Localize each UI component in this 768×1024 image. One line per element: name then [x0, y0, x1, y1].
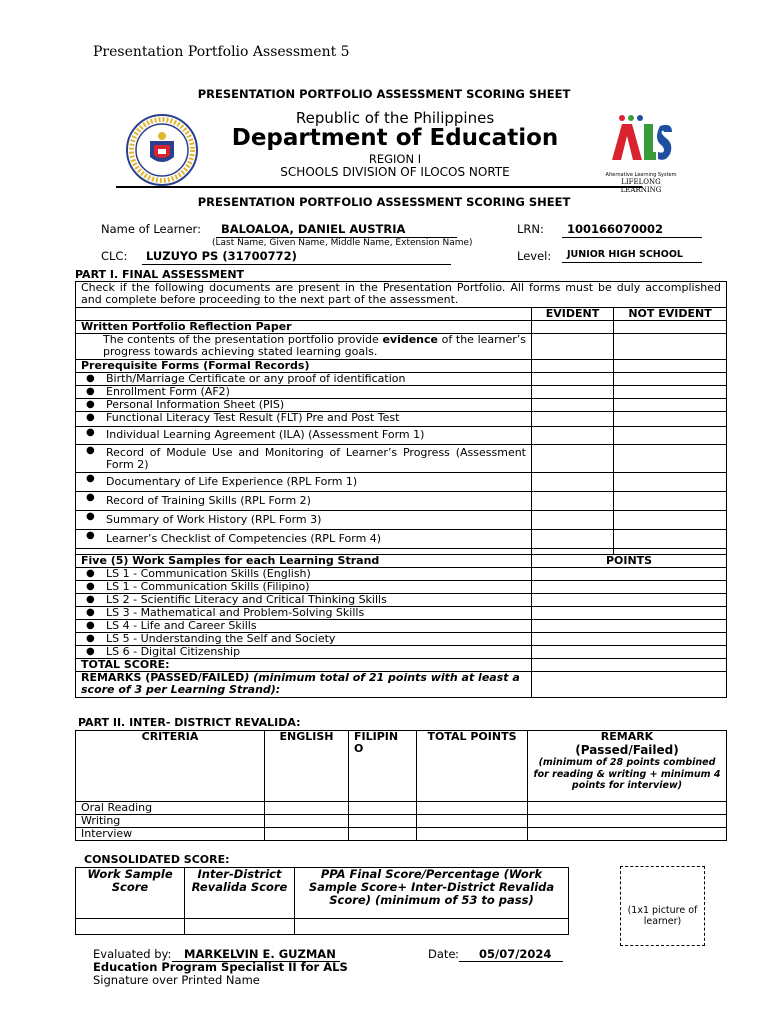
- total-score-label: TOTAL SCORE:: [76, 659, 532, 672]
- strand-item: ● LS 6 - Digital Citizenship: [76, 646, 532, 659]
- remarks-label: [76, 672, 532, 698]
- als-logo-tagline: LIFELONG LEARNING: [620, 178, 662, 194]
- score-cell[interactable]: [349, 828, 417, 841]
- lrn-value: 100166070002: [562, 222, 702, 238]
- points-cell[interactable]: [532, 607, 727, 620]
- not-evident-checkbox-cell[interactable]: [614, 373, 727, 386]
- not-evident-checkbox-cell[interactable]: [614, 399, 727, 412]
- score-cell[interactable]: [295, 919, 569, 935]
- score-cell[interactable]: [349, 815, 417, 828]
- prereq-item: ● Personal Information Sheet (PIS): [76, 399, 532, 412]
- remarks-criteria-text: ) (minimum total of 21 points with at least a score of 3 per Learning Strand):: [81, 671, 520, 696]
- not-evident-checkbox-cell[interactable]: [614, 321, 727, 334]
- col-points: POINTS: [532, 555, 727, 568]
- letterhead-region: REGION I: [368, 152, 422, 166]
- signature-label: Signature over Printed Name: [93, 973, 260, 987]
- written-portfolio-title: Written Portfolio Reflection Paper: [76, 321, 532, 334]
- running-header: Presentation Portfolio Assessment 5: [93, 44, 350, 60]
- deped-seal-logo: [125, 113, 199, 187]
- final-assessment-table: [75, 281, 727, 698]
- letterhead-division: SCHOOLS DIVISION OF ILOCOS NORTE: [280, 165, 510, 179]
- learner-photo-placeholder: (1x1 picture of learner): [620, 866, 705, 946]
- level-label: Level:: [517, 249, 552, 263]
- part1-instruction: Check if the following documents are present in the Presentation Portfolio. All forms must be duly accomplished and complete before proceeding to the next part of the assessment.: [76, 282, 727, 308]
- score-cell[interactable]: [265, 828, 349, 841]
- header-divider: [116, 186, 642, 188]
- points-cell[interactable]: [532, 620, 727, 633]
- score-cell[interactable]: [417, 815, 528, 828]
- not-evident-checkbox-cell[interactable]: [614, 386, 727, 399]
- als-logo: [600, 114, 682, 194]
- points-cell[interactable]: [532, 646, 727, 659]
- evident-checkbox-cell[interactable]: [532, 386, 614, 399]
- evident-checkbox-cell[interactable]: [532, 445, 614, 473]
- score-cell[interactable]: [417, 828, 528, 841]
- evident-checkbox-cell[interactable]: [532, 427, 614, 445]
- name-value: BALOALOA, DANIEL AUSTRIA: [216, 222, 457, 238]
- clc-label: CLC:: [101, 249, 128, 263]
- remarks-cell[interactable]: [532, 672, 727, 698]
- als-logo-sub: Alternative Learning System: [605, 172, 677, 178]
- prereq-item: ● Individual Learning Agreement (ILA) (Assessment Form 1): [76, 427, 532, 445]
- evident-checkbox-cell[interactable]: [532, 373, 614, 386]
- part2-title: PART II. INTER- DISTRICT REVALIDA:: [78, 716, 301, 729]
- col-filipino: FILIPIN O: [349, 731, 417, 802]
- evident-checkbox-cell[interactable]: [532, 530, 614, 549]
- sheet-title: PRESENTATION PORTFOLIO ASSESSMENT SCORING SHEET: [197, 195, 571, 209]
- date-label: Date: [428, 947, 456, 961]
- strand-item: ● LS 1 - Communication Skills (English): [76, 568, 532, 581]
- score-cell[interactable]: [265, 815, 349, 828]
- prereq-item: ● Learner’s Checklist of Competencies (RPL Form 4): [76, 530, 532, 549]
- evident-checkbox-cell[interactable]: [532, 511, 614, 530]
- name-label: Name of Learner:: [101, 222, 201, 236]
- col-criteria: CRITERIA: [76, 731, 265, 802]
- score-cell[interactable]: [528, 815, 727, 828]
- not-evident-checkbox-cell[interactable]: [614, 427, 727, 445]
- col-revalida-score: Inter-District Revalida Score: [185, 868, 295, 919]
- clc-value: LUZUYO PS (31700772): [142, 249, 451, 265]
- level-value: JUNIOR HIGH SCHOOL: [562, 249, 702, 263]
- criteria-row-label: Oral Reading: [76, 802, 265, 815]
- desc-part: of the learner’s progress towards achieving stated learning goals.: [103, 333, 526, 358]
- evident-checkbox-cell[interactable]: [532, 360, 614, 373]
- not-evident-checkbox-cell[interactable]: [614, 445, 727, 473]
- evaluator-name: MARKELVIN E. GUZMAN: [172, 947, 340, 962]
- evident-checkbox-cell[interactable]: [532, 412, 614, 427]
- consolidated-title: CONSOLIDATED SCORE:: [84, 853, 230, 866]
- evident-checkbox-cell[interactable]: [532, 399, 614, 412]
- evident-checkbox-cell[interactable]: [532, 321, 614, 334]
- evident-checkbox-cell[interactable]: [532, 334, 614, 360]
- score-cell[interactable]: [185, 919, 295, 935]
- criteria-row-label: Interview: [76, 828, 265, 841]
- prereq-item: ● Documentary of Life Experience (RPL Form 1): [76, 473, 532, 492]
- remark-sub: (Passed/Failed): [575, 743, 679, 757]
- top-title: PRESENTATION PORTFOLIO ASSESSMENT SCORING SHEET: [197, 87, 571, 101]
- prereq-title: Prerequisite Forms (Formal Records): [76, 360, 532, 373]
- part1-title: PART I. FINAL ASSESSMENT: [75, 268, 245, 281]
- name-hint: (Last Name, Given Name, Middle Name, Extension Name): [212, 238, 473, 248]
- not-evident-checkbox-cell[interactable]: [614, 511, 727, 530]
- points-cell[interactable]: [532, 581, 727, 594]
- not-evident-checkbox-cell[interactable]: [614, 334, 727, 360]
- als-logo-mark: [600, 114, 682, 170]
- blank-cell: [76, 308, 532, 321]
- strand-item: ● LS 1 - Communication Skills (Filipino): [76, 581, 532, 594]
- revalida-table: [75, 730, 727, 841]
- score-cell[interactable]: [528, 802, 727, 815]
- letterhead-department: Department of Education: [231, 125, 559, 151]
- col-total-points: TOTAL POINTS: [417, 731, 528, 802]
- date-colon: :: [455, 947, 459, 961]
- evaluated-label: Evaluated by:: [93, 947, 172, 961]
- remarks-label-text: REMARKS (PASSED/FAILED: [81, 671, 245, 684]
- score-cell[interactable]: [265, 802, 349, 815]
- score-cell[interactable]: [528, 828, 727, 841]
- col-evident: EVIDENT: [532, 308, 614, 321]
- evaluator-position: Education Program Specialist II for ALS: [93, 960, 348, 974]
- evident-checkbox-cell[interactable]: [532, 492, 614, 511]
- col-remark: [528, 731, 727, 802]
- strand-item: ● LS 3 - Mathematical and Problem-Solving Skills: [76, 607, 532, 620]
- letterhead-republic: Republic of the Philippines: [295, 109, 495, 127]
- not-evident-checkbox-cell[interactable]: [614, 492, 727, 511]
- lrn-label: LRN:: [517, 222, 544, 236]
- date-value: 05/07/2024: [459, 947, 563, 962]
- prereq-item: ● Summary of Work History (RPL Form 3): [76, 511, 532, 530]
- prereq-item: ● Record of Module Use and Monitoring of Learner’s Progress (Assessment Form 2): [76, 445, 532, 473]
- remark-note: (minimum of 28 points combined for reading & writing + minimum 4 points for interview): [533, 757, 721, 791]
- strand-item: ● LS 2 - Scientific Literacy and Critical Thinking Skills: [76, 594, 532, 607]
- strand-item: ● LS 5 - Understanding the Self and Society: [76, 633, 532, 646]
- col-work-sample-score: Work Sample Score: [76, 868, 185, 919]
- prereq-item: ● Enrollment Form (AF2): [76, 386, 532, 399]
- criteria-row-label: Writing: [76, 815, 265, 828]
- col-ppa-final-score: PPA Final Score/Percentage (Work Sample Score+ Inter-District Revalida Score) (minimum of 53 to pass): [295, 868, 569, 919]
- evident-checkbox-cell[interactable]: [532, 473, 614, 492]
- points-cell[interactable]: [532, 568, 727, 581]
- score-cell[interactable]: [417, 802, 528, 815]
- points-cell[interactable]: [532, 633, 727, 646]
- not-evident-checkbox-cell[interactable]: [614, 412, 727, 427]
- not-evident-checkbox-cell[interactable]: [614, 530, 727, 549]
- prereq-item: ● Record of Training Skills (RPL Form 2): [76, 492, 532, 511]
- score-cell[interactable]: [349, 802, 417, 815]
- total-score-cell[interactable]: [532, 659, 727, 672]
- points-cell[interactable]: [532, 594, 727, 607]
- desc-emphasis: evidence: [382, 333, 438, 346]
- col-not-evident: NOT EVIDENT: [614, 308, 727, 321]
- desc-part: The contents of the presentation portfolio provide: [103, 333, 383, 346]
- col-english: ENGLISH: [265, 731, 349, 802]
- written-portfolio-desc: [76, 334, 532, 360]
- prereq-item: ● Functional Literacy Test Result (FLT) Pre and Post Test: [76, 412, 532, 427]
- not-evident-checkbox-cell[interactable]: [614, 473, 727, 492]
- remark-heading: REMARK: [600, 730, 654, 743]
- score-cell[interactable]: [76, 919, 185, 935]
- not-evident-checkbox-cell[interactable]: [614, 360, 727, 373]
- strand-item: ● LS 4 - Life and Career Skills: [76, 620, 532, 633]
- work-samples-title: Five (5) Work Samples for each Learning Strand: [76, 555, 532, 568]
- consolidated-table: [75, 867, 569, 935]
- prereq-item: ● Birth/Marriage Certificate or any proof of identification: [76, 373, 532, 386]
